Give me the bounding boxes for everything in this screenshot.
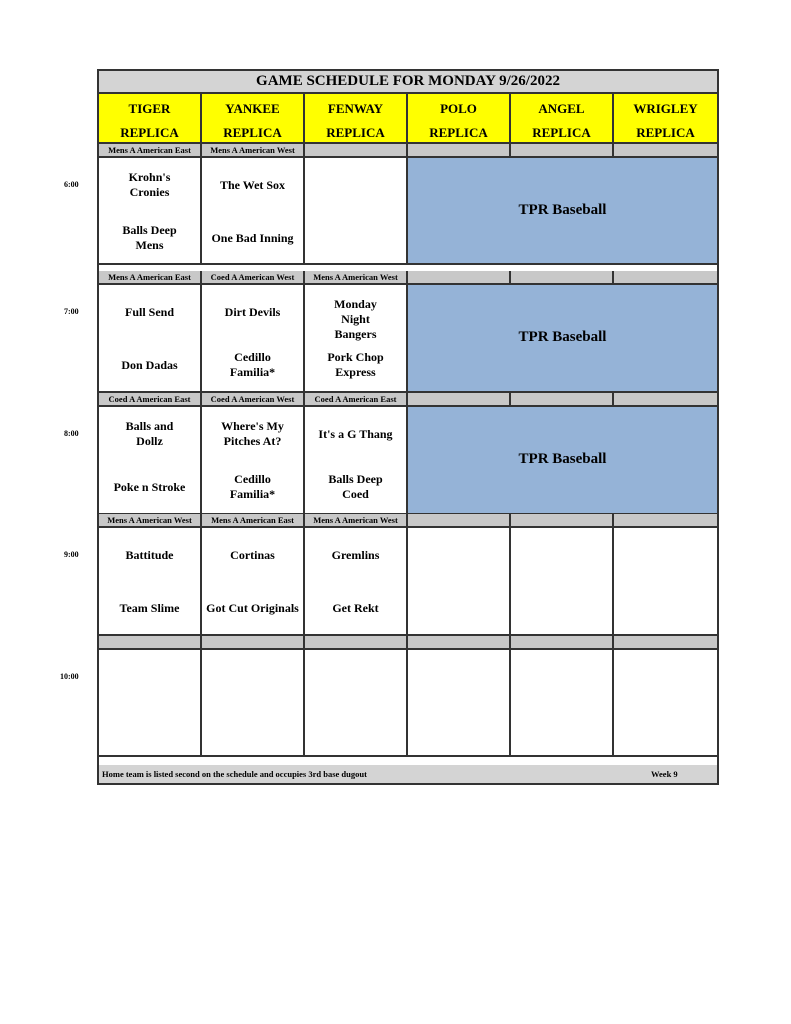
time-label: 8:00 <box>64 429 79 438</box>
division-label <box>614 271 717 283</box>
home-team: Balls Deep Coed <box>328 472 383 501</box>
home-team: Poke n Stroke <box>113 480 186 494</box>
division-label: Mens A American West <box>202 144 305 156</box>
empty-cell <box>511 650 614 755</box>
field-header-5 <box>614 94 717 144</box>
division-label <box>408 514 511 526</box>
game-cell <box>99 285 202 391</box>
division-label <box>511 636 614 648</box>
field-header-1 <box>202 94 305 144</box>
empty-cell <box>614 528 717 634</box>
division-label <box>305 636 408 648</box>
game-cell <box>99 650 202 755</box>
week-label: Week 9 <box>651 769 678 779</box>
home-team: Team Slime <box>119 601 180 615</box>
division-row <box>99 393 717 407</box>
field-header-2 <box>305 94 408 144</box>
home-team: Get Rekt <box>332 601 379 615</box>
time-label: 7:00 <box>64 307 79 316</box>
game-cell <box>305 650 408 755</box>
division-label <box>614 636 717 648</box>
division-label <box>408 636 511 648</box>
empty-cell <box>511 528 614 634</box>
game-cell <box>305 407 408 513</box>
game-cell <box>99 528 202 634</box>
division-label <box>99 636 202 648</box>
time-slot-row <box>99 528 717 636</box>
home-team: Got Cut Originals <box>206 601 299 615</box>
time-label: 6:00 <box>64 180 79 189</box>
field-sub: REPLICA <box>429 125 488 140</box>
field-sub: REPLICA <box>223 125 282 140</box>
schedule-sheet <box>97 69 719 785</box>
division-label <box>614 144 717 156</box>
empty-cell <box>408 650 511 755</box>
tpr-baseball-label: TPR Baseball <box>518 202 607 218</box>
game-cell <box>202 407 305 513</box>
home-team: Don Dadas <box>121 358 178 372</box>
division-label <box>202 636 305 648</box>
schedule-title: GAME SCHEDULE FOR MONDAY 9/26/2022 <box>99 71 717 94</box>
tpr-baseball-label: TPR Baseball <box>518 329 607 345</box>
field-sub: REPLICA <box>636 125 695 140</box>
game-cell <box>305 285 408 391</box>
field-sub: REPLICA <box>120 125 179 140</box>
home-team: Cedillo Familia* <box>229 350 276 379</box>
division-label <box>408 393 511 405</box>
empty-cell <box>408 528 511 634</box>
field-name: YANKEE <box>225 101 280 116</box>
field-header-4 <box>511 94 614 144</box>
division-label <box>511 514 614 526</box>
division-row <box>99 144 717 158</box>
time-slot-row <box>99 158 717 265</box>
division-label: Coed A American East <box>305 393 408 405</box>
tpr-baseball-block <box>408 158 717 263</box>
division-label <box>614 393 717 405</box>
time-slot-row <box>99 285 717 393</box>
division-label <box>614 514 717 526</box>
division-label: Mens A American West <box>305 271 408 283</box>
away-team: Balls and Dollz <box>125 419 174 448</box>
game-cell <box>202 650 305 755</box>
division-row <box>99 636 717 650</box>
division-label: Coed A American East <box>99 393 202 405</box>
division-label: Coed A American West <box>202 393 305 405</box>
field-header-3 <box>408 94 511 144</box>
game-cell <box>202 158 305 263</box>
home-team: Balls Deep Mens <box>122 223 177 252</box>
division-label <box>408 144 511 156</box>
field-header-0 <box>99 94 202 144</box>
division-label: Mens A American West <box>99 514 202 526</box>
footer-note: Home team is listed second on the schedule and occupies 3rd base dugout <box>102 769 367 779</box>
division-row <box>99 271 717 285</box>
home-team: Cedillo Familia* <box>229 472 276 501</box>
time-slot-row <box>99 650 717 757</box>
away-team: Full Send <box>124 305 175 319</box>
time-label: 10:00 <box>60 672 79 681</box>
game-cell <box>202 528 305 634</box>
field-name: FENWAY <box>327 101 384 116</box>
division-label <box>408 271 511 283</box>
field-name: WRIGLEY <box>633 101 698 116</box>
away-team: It's a G Thang <box>318 427 393 441</box>
game-cell <box>99 407 202 513</box>
empty-cell <box>614 650 717 755</box>
game-cell <box>305 158 408 263</box>
home-team: One Bad Inning <box>211 231 294 245</box>
division-label <box>305 144 408 156</box>
away-team: Battitude <box>125 548 174 562</box>
tpr-baseball-block <box>408 285 717 391</box>
field-name: POLO <box>440 101 477 116</box>
away-team: Monday Night Bangers <box>334 297 377 341</box>
game-cell <box>305 528 408 634</box>
home-team: Pork Chop Express <box>327 350 384 379</box>
away-team: Gremlins <box>331 548 380 562</box>
division-label: Coed A American West <box>202 271 305 283</box>
away-team: Krohn's Cronies <box>128 170 171 199</box>
game-cell <box>202 285 305 391</box>
field-name: TIGER <box>128 101 171 116</box>
footer <box>99 765 717 783</box>
away-team: Cortinas <box>230 548 275 562</box>
tpr-baseball-label: TPR Baseball <box>518 451 607 467</box>
time-slot-row <box>99 407 717 515</box>
game-cell <box>99 158 202 263</box>
away-team: The Wet Sox <box>219 178 286 192</box>
away-team: Where's My Pitches At? <box>221 419 284 448</box>
field-sub: REPLICA <box>532 125 591 140</box>
time-label: 9:00 <box>64 550 79 559</box>
division-row <box>99 514 717 528</box>
field-sub: REPLICA <box>326 125 385 140</box>
field-name: ANGEL <box>538 101 585 116</box>
division-label: Mens A American East <box>202 514 305 526</box>
division-label <box>511 271 614 283</box>
tpr-baseball-block <box>408 407 717 513</box>
division-label: Mens A American West <box>305 514 408 526</box>
division-label: Mens A American East <box>99 271 202 283</box>
division-label: Mens A American East <box>99 144 202 156</box>
away-team: Dirt Devils <box>224 305 281 319</box>
division-label <box>511 144 614 156</box>
division-label <box>511 393 614 405</box>
